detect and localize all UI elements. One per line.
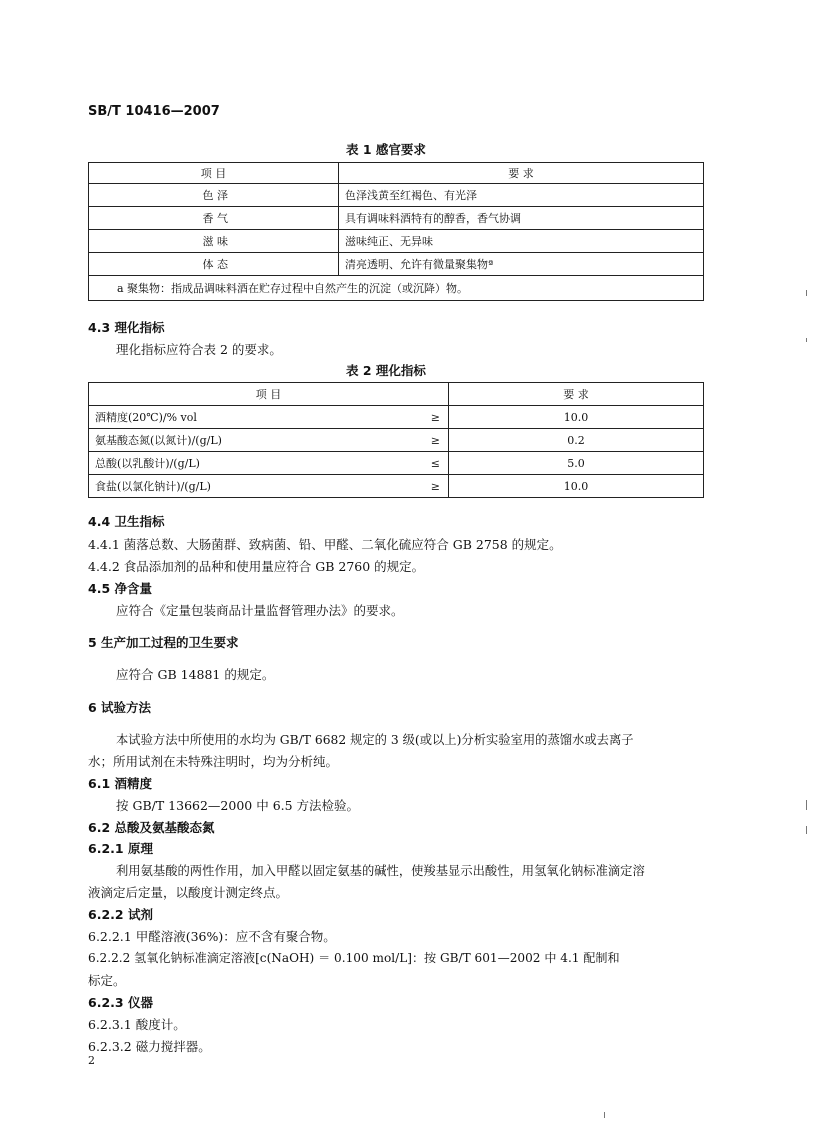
section-4-4-2: 4.4.2 食品添加剂的品种和使用量应符合 GB 2760 的规定。 xyxy=(88,559,425,574)
section-6-2-2-2-line1: 6.2.2.2 氢氧化钠标准滴定溶液[c(NaOH) ＝ 0.100 mol/L]：按 GB/T 601—2002 中 4.1 配制和 xyxy=(88,951,620,965)
table-row xyxy=(89,230,704,253)
scan-speck xyxy=(806,290,807,296)
scan-speck xyxy=(806,800,807,810)
table2-item: 氨基酸态氮(以氮计)/(g/L) xyxy=(89,429,389,452)
section-6-title: 6 试验方法 xyxy=(88,700,152,715)
table2-item: 总酸(以乳酸计)/(g/L) xyxy=(89,452,389,475)
section-4-4-title: 4.4 卫生指标 xyxy=(88,514,165,529)
section-4-5-title: 4.5 净含量 xyxy=(88,581,152,596)
table1-header-row xyxy=(89,163,704,184)
standard-code: SB/T 10416—2007 xyxy=(88,104,220,119)
table1-requirement: 滋味纯正、无异味 xyxy=(339,230,704,253)
table-row xyxy=(89,207,704,230)
table2-comparator: ≥ xyxy=(389,475,449,498)
section-6-2-2-2-line2: 标定。 xyxy=(88,973,126,988)
table2-comparator: ≥ xyxy=(389,406,449,429)
table2-comparator: ≥ xyxy=(389,429,449,452)
section-4-5-text: 应符合《定量包装商品计量监督管理办法》的要求。 xyxy=(116,603,404,618)
table2-value: 10.0 xyxy=(449,406,704,429)
section-6-2-2-1: 6.2.2.1 甲醛溶液(36%)：应不含有聚合物。 xyxy=(88,929,336,944)
table1-requirement: 具有调味料酒特有的醇香，香气协调 xyxy=(339,207,704,230)
section-6-para-line1: 本试验方法中所使用的水均为 GB/T 6682 规定的 3 级(或以上)分析实验室用的蒸馏水或去离子 xyxy=(116,733,634,747)
section-6-2-1-line2: 液滴定后定量，以酸度计测定终点。 xyxy=(88,885,289,900)
table-row xyxy=(89,406,704,429)
table2-header-requirement: 要 求 xyxy=(449,383,704,406)
section-6-2-2-title: 6.2.2 试剂 xyxy=(88,907,153,922)
section-6-2-3-1: 6.2.3.1 酸度计。 xyxy=(88,1017,186,1032)
section-6-para-line2: 水；所用试剂在未特殊注明时，均为分析纯。 xyxy=(88,754,339,769)
table1-note-row xyxy=(89,276,704,301)
table1-header-requirement: 要 求 xyxy=(339,163,704,184)
section-6-1-title: 6.1 酒精度 xyxy=(88,776,152,791)
section-6-2-1-title: 6.2.1 原理 xyxy=(88,841,153,856)
table2-item: 食盐(以氯化钠计)/(g/L) xyxy=(89,475,389,498)
table-row xyxy=(89,184,704,207)
table2-value: 5.0 xyxy=(449,452,704,475)
table-row xyxy=(89,429,704,452)
section-6-2-3-title: 6.2.3 仪器 xyxy=(88,995,153,1010)
section-6-2-title: 6.2 总酸及氨基酸态氮 xyxy=(88,820,215,835)
table1-item: 滋 味 xyxy=(89,230,339,253)
section-4-3-text: 理化指标应符合表 2 的要求。 xyxy=(116,342,282,357)
table1-requirement: 色泽浅黄至红褐色、有光泽 xyxy=(339,184,704,207)
scan-speck xyxy=(806,338,807,342)
section-5-title: 5 生产加工过程的卫生要求 xyxy=(88,635,239,650)
section-6-2-3-2: 6.2.3.2 磁力搅拌器。 xyxy=(88,1039,211,1054)
table2-caption: 表 2 理化指标 xyxy=(346,363,426,378)
table-row xyxy=(89,475,704,498)
table2-value: 10.0 xyxy=(449,475,704,498)
section-6-2-1-line1: 利用氨基酸的两性作用，加入甲醛以固定氨基的碱性，使羧基显示出酸性，用氢氧化钠标准滴定溶 xyxy=(116,864,645,878)
table1-item: 香 气 xyxy=(89,207,339,230)
table1-sensory-requirements xyxy=(88,162,704,301)
table1-caption: 表 1 感官要求 xyxy=(346,142,426,157)
table1-footnote: a 聚集物：指成品调味料酒在贮存过程中自然产生的沉淀（或沉降）物。 xyxy=(89,276,704,301)
section-4-3-title: 4.3 理化指标 xyxy=(88,320,165,335)
table1-requirement: 清亮透明、允许有微量聚集物ª xyxy=(339,253,704,276)
table2-comparator: ≤ xyxy=(389,452,449,475)
table2-value: 0.2 xyxy=(449,429,704,452)
table2-item: 酒精度(20℃)/% vol xyxy=(89,406,389,429)
section-4-4-1: 4.4.1 菌落总数、大肠菌群、致病菌、铅、甲醛、二氧化硫应符合 GB 2758 的规定。 xyxy=(88,537,562,552)
section-5-text: 应符合 GB 14881 的规定。 xyxy=(116,667,275,682)
table2-header-row xyxy=(89,383,704,406)
table1-header-item: 项 目 xyxy=(89,163,339,184)
scan-speck xyxy=(806,826,807,834)
table1-item: 色 泽 xyxy=(89,184,339,207)
table-row xyxy=(89,253,704,276)
table2-header-item: 项 目 xyxy=(89,383,449,406)
scan-speck xyxy=(604,1112,605,1118)
table-row xyxy=(89,452,704,475)
section-6-1-text: 按 GB/T 13662—2000 中 6.5 方法检验。 xyxy=(116,798,360,813)
page-number: 2 xyxy=(88,1054,95,1067)
table2-physicochemical-indicators xyxy=(88,382,704,498)
table1-item: 体 态 xyxy=(89,253,339,276)
